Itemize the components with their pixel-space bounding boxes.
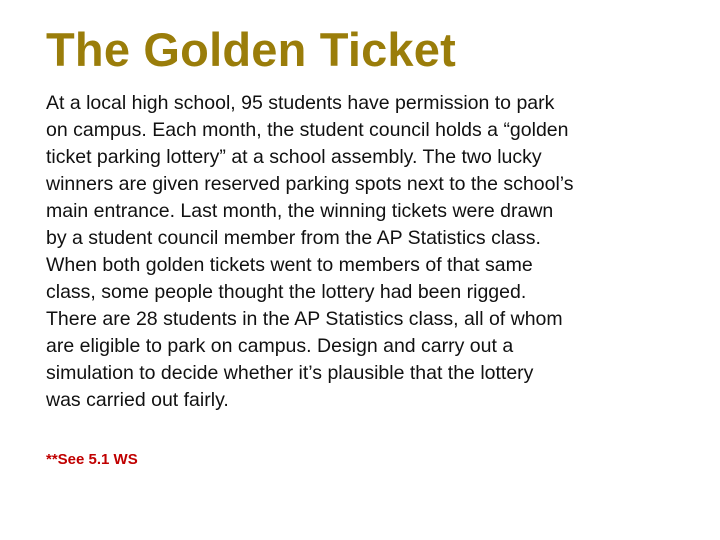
problem-text-line: by a student council member from the AP Statistics class.	[46, 227, 541, 249]
problem-text-line: At a local high school, 95 students have permission to park	[46, 92, 555, 114]
problem-text-line: ticket parking lottery” at a school assembly. The two lucky	[46, 146, 542, 168]
problem-text-line: There are 28 students in the AP Statistics class, all of whom	[46, 308, 563, 330]
problem-text-line: on campus. Each month, the student council holds a “golden	[46, 119, 569, 141]
slide-title: The Golden Ticket	[46, 23, 456, 76]
problem-text-line: winners are given reserved parking spots next to the school’s	[46, 173, 574, 195]
problem-text-line: are eligible to park on campus. Design and carry out a	[46, 335, 514, 357]
problem-text-line: When both golden tickets went to members of that same	[46, 254, 533, 276]
problem-text	[46, 90, 686, 414]
problem-text-line: simulation to decide whether it’s plausible that the lottery	[46, 362, 534, 384]
problem-text-line: was carried out fairly.	[46, 389, 229, 411]
problem-text-line: main entrance. Last month, the winning tickets were drawn	[46, 200, 554, 222]
worksheet-note: **See 5.1 WS	[46, 451, 138, 468]
problem-text-line: class, some people thought the lottery had been rigged.	[46, 281, 527, 303]
